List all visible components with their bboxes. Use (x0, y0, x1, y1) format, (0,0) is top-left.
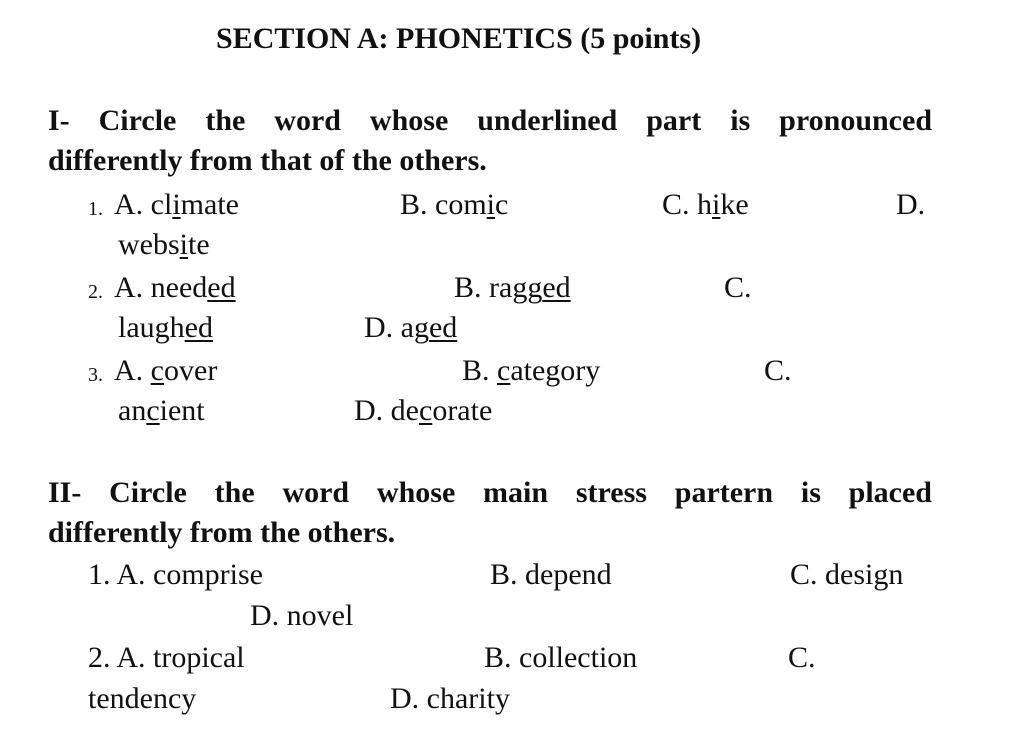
p2-q1-option-c[interactable]: C. design (790, 558, 904, 591)
q3-number: 3. (88, 364, 103, 386)
part2-heading-line2: differently from the others. (48, 516, 396, 549)
q1-number: 1. (88, 198, 103, 220)
q2-option-d[interactable]: D. aged (364, 311, 458, 344)
q2-option-c-word[interactable]: laughed (118, 311, 213, 344)
q2-number: 2. (88, 281, 103, 303)
q2-option-b[interactable]: B. ragged (454, 271, 571, 304)
q1-option-d-word[interactable]: website (118, 228, 210, 261)
p2-q2-option-c-word[interactable]: tendency (88, 682, 197, 715)
part1-heading-line2: differently from that of the others. (48, 144, 487, 177)
p2-q2-option-c-label[interactable]: C. (788, 641, 816, 674)
p2-q2-option-a[interactable]: 2. A. tropical (88, 641, 245, 674)
q1-option-d-label[interactable]: D. (896, 188, 926, 221)
q3-option-c-word[interactable]: ancient (118, 394, 205, 427)
p2-q2-option-d[interactable]: D. charity (390, 682, 510, 715)
q3-option-c-label[interactable]: C. (764, 354, 792, 387)
p2-q2-option-b[interactable]: B. collection (484, 641, 638, 674)
part2-heading-line1: II- Circle the word whose main stress partern is placed (48, 476, 932, 509)
part1-heading-line1: I- Circle the word whose underlined part is pronounced (48, 104, 932, 137)
q3-option-b[interactable]: B. category (462, 354, 601, 387)
p2-q1-option-b[interactable]: B. depend (490, 558, 612, 591)
q1-option-a[interactable]: A. climate (114, 188, 239, 221)
p2-q1-option-a[interactable]: 1. A. comprise (88, 558, 263, 591)
q1-option-b[interactable]: B. comic (400, 188, 509, 221)
q3-option-d[interactable]: D. decorate (354, 394, 493, 427)
q3-option-a[interactable]: A. cover (114, 354, 218, 387)
q2-option-c-label[interactable]: C. (724, 271, 752, 304)
q1-option-c[interactable]: C. hike (662, 188, 749, 221)
section-title: SECTION A: PHONETICS (5 points) (216, 22, 702, 55)
q2-option-a[interactable]: A. needed (114, 271, 236, 304)
p2-q1-option-d[interactable]: D. novel (250, 599, 354, 632)
